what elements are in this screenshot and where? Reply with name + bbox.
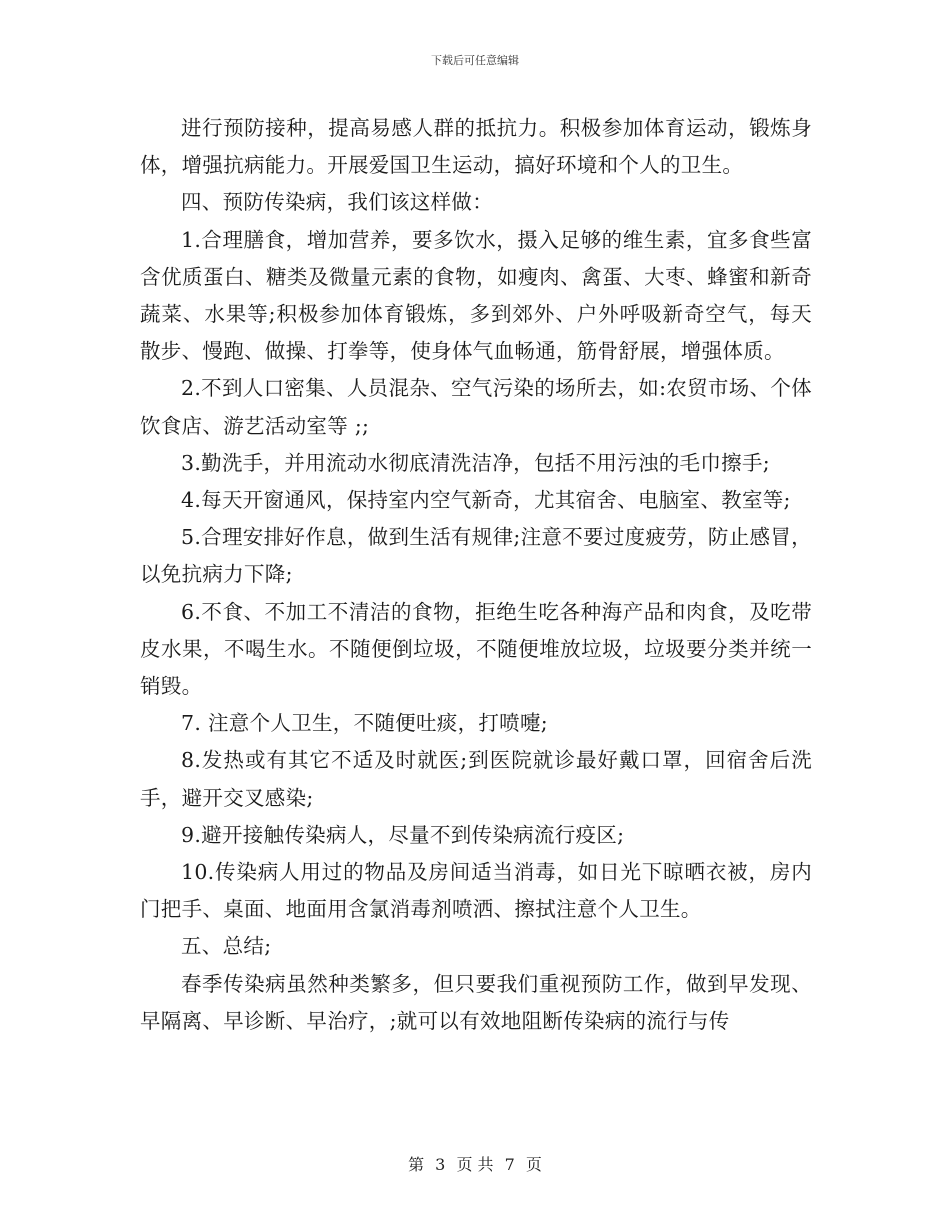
paragraph-prevention-intro: 进行预防接种，提高易感人群的抵抗力。积极参加体育运动，锻炼身体，增强抗病能力。开展爱国卫生运动，搞好环境和个人的卫生。 [140,116,812,178]
page-number: 3 [435,1155,446,1174]
list-item: 2.不到人口密集、人员混杂、空气污染的场所去，如:农贸市场、个体饮食店、游艺活动室等 ;; [140,376,812,438]
page-total: 7 [504,1155,515,1174]
section-heading-five: 五、总结; [181,934,272,959]
footer-suffix: 页 [525,1155,542,1174]
document-body [140,110,812,1040]
list-item: 4.每天开窗通风，保持室内空气新奇，尤其宿舍、电脑室、教室等; [181,488,791,513]
list-item: 3.勤洗手，并用流动水彻底清洗洁净，包括不用污浊的毛巾擦手; [181,450,770,475]
section-heading-four: 四、预防传染病，我们该这样做： [181,190,493,215]
page-header-note: 下载后可任意编辑 [431,54,519,67]
paragraph-summary: 春季传染病虽然种类繁多，但只要我们重视预防工作，做到早发现、早隔离、早诊断、早治疗，;就可以有效地阻断传染病的流行与传 [140,971,812,1033]
list-item: 8.发热或有其它不适及时就医;到医院就诊最好戴口罩，回宿舍后洗手，避开交叉感染; [140,748,812,810]
footer-prefix: 第 [408,1155,425,1174]
footer-middle: 页 共 [456,1155,494,1174]
list-item: 7. 注意个人卫生，不随便吐痰，打喷嚏; [181,711,548,736]
page-footer [0,1152,950,1175]
list-item: 6.不食、不加工不清洁的食物，拒绝生吃各种海产品和肉食，及吃带皮水果，不喝生水。不随便倒垃圾，不随便堆放垃圾，垃圾要分类并统一销毁。 [140,599,812,699]
list-item: 5.合理安排好作息，做到生活有规律;注意不要过度疲劳，防止感冒，以免抗病力下降; [140,525,812,587]
list-item: 10.传染病人用过的物品及房间适当消毒，如日光下晾晒衣被，房内门把手、桌面、地面用含氯消毒剂喷洒、擦拭注意个人卫生。 [140,860,812,922]
list-item: 9.避开接触传染病人，尽量不到传染病流行疫区; [181,822,625,847]
list-item: 1.合理膳食，增加营养，要多饮水，摄入足够的维生素，宜多食些富含优质蛋白、糖类及微量元素的食物，如瘦肉、禽蛋、大枣、蜂蜜和新奇蔬菜、水果等;积极参加体育锻炼，多到郊外、户外呼吸新奇空气，每天散步、慢跑、做操、打拳等，使身体气血畅通，筋骨舒展，增强体质。 [140,227,812,364]
